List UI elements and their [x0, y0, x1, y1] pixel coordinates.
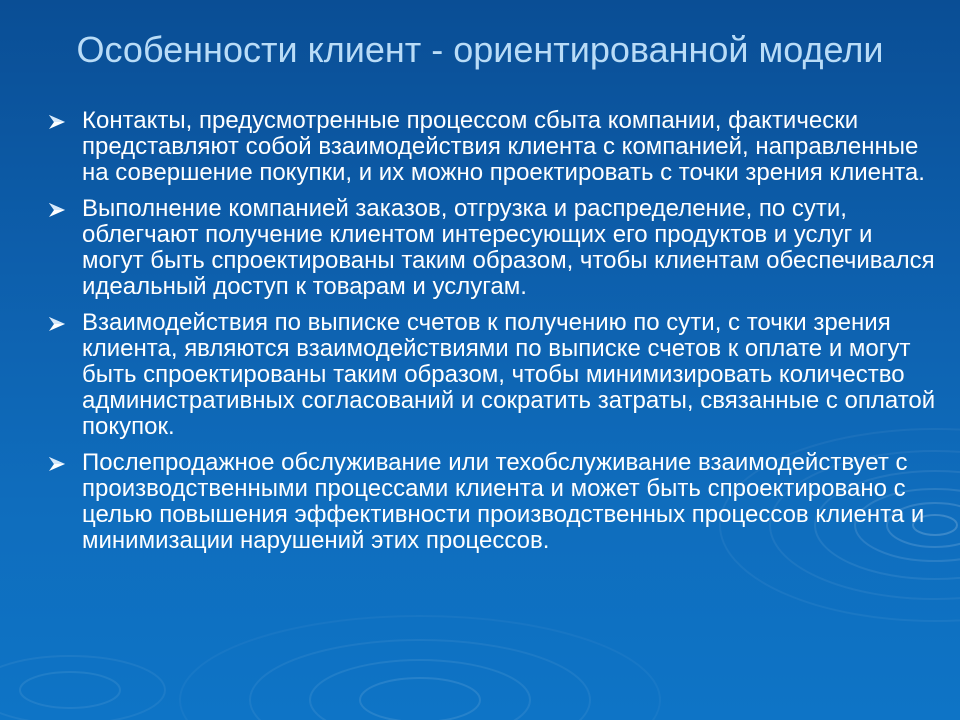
- bullet-text: Выполнение компанией заказов, отгрузка и распределение, по сути, облегчают получение клиентом интересующих его продуктов и услуг и могут быть спроектированы таким образом, чтобы клиентам обеспечивался идеальный доступ к товарам и услугам.: [82, 195, 935, 300]
- arrow-bullet-icon: [48, 202, 66, 218]
- bullet-item: [38, 450, 938, 554]
- bullet-text: Контакты, предусмотренные процессом сбыта компании, фактически представляют собой взаимодействия клиента с компанией, направленные на совершение покупки, и их можно проектировать с точки зрения клиента.: [82, 107, 925, 186]
- arrow-bullet-icon: [48, 114, 66, 130]
- arrow-bullet-icon: [48, 316, 66, 332]
- bullet-item: [38, 196, 938, 300]
- bullet-text: Взаимодействия по выписке счетов к получению по сути, с точки зрения клиента, являются взаимодействиями по выписке счетов к оплате и могут быть спроектированы таким образом, чтобы минимизировать количество административных согласований и сократить затраты, связанные с оплатой покупок.: [82, 309, 936, 440]
- bullet-item: [38, 310, 938, 440]
- bullet-item: [38, 108, 938, 186]
- bullet-text: Послепродажное обслуживание или техобслуживание взаимодействует с производственными процессами клиента и может быть спроектировано с целью повышения эффективности производственных процессов клиента и минимизации нарушений этих процессов.: [82, 449, 925, 554]
- bullet-list: [38, 108, 938, 564]
- arrow-bullet-icon: [48, 456, 66, 472]
- slide-title: Особенности клиент - ориентированной модели: [76, 29, 884, 70]
